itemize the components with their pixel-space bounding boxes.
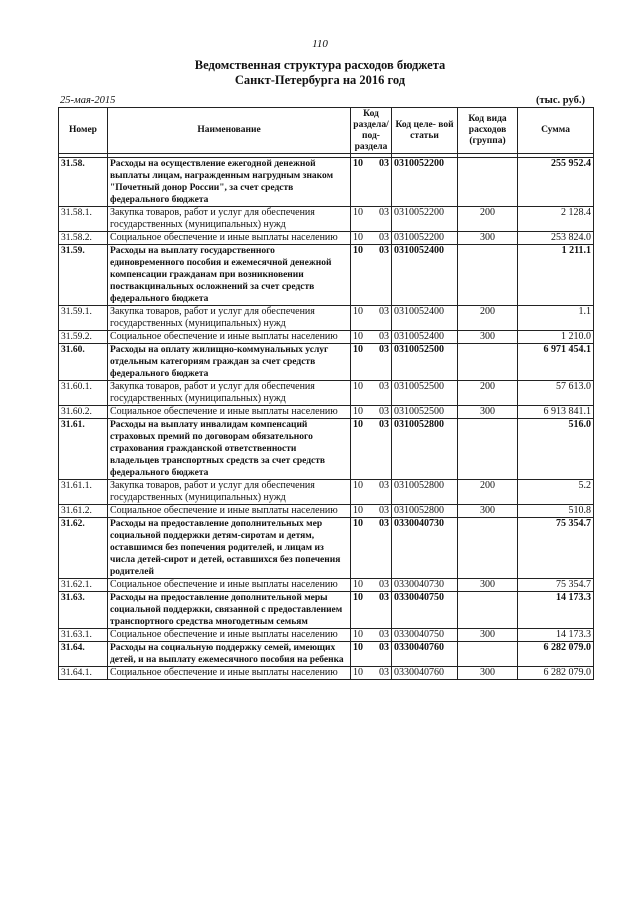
row-sum: 255 952.4 <box>518 158 594 207</box>
row-name: Расходы на осуществление ежегодной денежной выплаты лицам, награжденным нагрудным знаком "Почетный донор России", за счет средств федерального бюджета <box>108 158 351 207</box>
row-subsection-code: 03 <box>371 505 392 518</box>
row-expense-group: 300 <box>458 406 518 419</box>
row-number: 31.63.1. <box>59 629 108 642</box>
table-row <box>59 406 594 419</box>
row-number: 31.64.1. <box>59 667 108 680</box>
row-number: 31.58. <box>59 158 108 207</box>
table-body <box>59 158 594 680</box>
row-article-code: 0310052400 <box>392 331 458 344</box>
row-expense-group <box>458 344 518 381</box>
row-subsection-code: 03 <box>371 579 392 592</box>
row-expense-group: 300 <box>458 579 518 592</box>
row-sum: 510.8 <box>518 505 594 518</box>
header-group: Код вида расходов (группа) <box>458 108 518 154</box>
row-name: Социальное обеспечение и иные выплаты населению <box>108 579 351 592</box>
page-number: 110 <box>312 38 328 50</box>
header-number: Номер <box>59 108 108 154</box>
budget-table <box>58 107 594 680</box>
row-expense-group: 300 <box>458 232 518 245</box>
row-section-code: 10 <box>351 592 371 629</box>
row-sum: 14 173.3 <box>518 629 594 642</box>
row-number: 31.60.2. <box>59 406 108 419</box>
row-section-code: 10 <box>351 480 371 505</box>
row-name: Закупка товаров, работ и услуг для обеспечения государственных (муниципальных) нужд <box>108 207 351 232</box>
row-sum: 75 354.7 <box>518 579 594 592</box>
row-sum: 253 824.0 <box>518 232 594 245</box>
table-row <box>59 667 594 680</box>
table-row <box>59 518 594 579</box>
row-number: 31.59. <box>59 245 108 306</box>
row-subsection-code: 03 <box>371 232 392 245</box>
table-row <box>59 642 594 667</box>
row-expense-group: 300 <box>458 331 518 344</box>
row-article-code: 0310052800 <box>392 505 458 518</box>
units-label: (тыс. руб.) <box>536 95 585 106</box>
row-name: Расходы на социальную поддержку семей, имеющих детей, и на выплату ежемесячного пособия на ребенка <box>108 642 351 667</box>
row-subsection-code: 03 <box>371 158 392 207</box>
row-number: 31.59.1. <box>59 306 108 331</box>
row-sum: 6 282 079.0 <box>518 667 594 680</box>
row-article-code: 0330040730 <box>392 579 458 592</box>
row-sum: 2 128.4 <box>518 207 594 232</box>
row-number: 31.58.1. <box>59 207 108 232</box>
row-sum: 516.0 <box>518 419 594 480</box>
row-name: Социальное обеспечение и иные выплаты населению <box>108 667 351 680</box>
table-row <box>59 381 594 406</box>
row-sum: 1 211.1 <box>518 245 594 306</box>
row-sum: 1 210.0 <box>518 331 594 344</box>
document-date: 25-мая-2015 <box>60 95 116 106</box>
row-expense-group: 200 <box>458 480 518 505</box>
row-name: Социальное обеспечение и иные выплаты населению <box>108 232 351 245</box>
row-section-code: 10 <box>351 629 371 642</box>
table-row <box>59 344 594 381</box>
row-number: 31.64. <box>59 642 108 667</box>
row-name: Расходы на предоставление дополнительных мер социальной поддержки детям-сиротам и детям, оставшимся без попечения родителей, и лицам из числа детей-сирот и детей, оставшихся без попечения родителей <box>108 518 351 579</box>
table-row <box>59 207 594 232</box>
table-row <box>59 331 594 344</box>
table-row <box>59 629 594 642</box>
row-expense-group <box>458 518 518 579</box>
row-section-code: 10 <box>351 306 371 331</box>
row-subsection-code: 03 <box>371 629 392 642</box>
row-sum: 6 282 079.0 <box>518 642 594 667</box>
row-subsection-code: 03 <box>371 245 392 306</box>
row-name: Закупка товаров, работ и услуг для обеспечения государственных (муниципальных) нужд <box>108 306 351 331</box>
row-expense-group: 300 <box>458 629 518 642</box>
row-name: Расходы на выплату инвалидам компенсаций страховых премий по договорам обязательного страхования гражданской ответственности владельцев транспортных средств за счет средств федерального бюджета <box>108 419 351 480</box>
row-article-code: 0310052800 <box>392 480 458 505</box>
table-row <box>59 592 594 629</box>
header-article: Код целе- вой статьи <box>392 108 458 154</box>
row-article-code: 0310052400 <box>392 306 458 331</box>
row-section-code: 10 <box>351 381 371 406</box>
row-number: 31.61.1. <box>59 480 108 505</box>
row-section-code: 10 <box>351 232 371 245</box>
row-number: 31.60. <box>59 344 108 381</box>
row-sum: 1.1 <box>518 306 594 331</box>
row-expense-group: 200 <box>458 306 518 331</box>
row-name: Расходы на оплату жилищно-коммунальных услуг отдельным категориям граждан за счет средств федерального бюджета <box>108 344 351 381</box>
table-row <box>59 480 594 505</box>
row-section-code: 10 <box>351 579 371 592</box>
row-expense-group: 200 <box>458 207 518 232</box>
title-line-1: Ведомственная структура расходов бюджета <box>194 58 446 72</box>
row-expense-group: 300 <box>458 667 518 680</box>
table-row <box>59 579 594 592</box>
row-article-code: 0310052500 <box>392 406 458 419</box>
document-title <box>0 58 640 88</box>
row-section-code: 10 <box>351 158 371 207</box>
row-name: Расходы на выплату государственного единовременного пособия и ежемесячной денежной компенсации гражданам при возникновении поствакцинальных осложнений за счет средств федерального бюджета <box>108 245 351 306</box>
row-sum: 6 913 841.1 <box>518 406 594 419</box>
row-subsection-code: 03 <box>371 419 392 480</box>
row-sum: 75 354.7 <box>518 518 594 579</box>
row-article-code: 0310052500 <box>392 344 458 381</box>
row-article-code: 0310052500 <box>392 381 458 406</box>
row-article-code: 0330040730 <box>392 518 458 579</box>
header-name: Наименование <box>108 108 351 154</box>
row-subsection-code: 03 <box>371 344 392 381</box>
row-article-code: 0310052200 <box>392 158 458 207</box>
row-subsection-code: 03 <box>371 642 392 667</box>
row-name: Социальное обеспечение и иные выплаты населению <box>108 629 351 642</box>
row-name: Расходы на предоставление дополнительной меры социальной поддержки, связанной с предоставлением транспортного средства многодетным семьям <box>108 592 351 629</box>
row-expense-group <box>458 245 518 306</box>
row-subsection-code: 03 <box>371 207 392 232</box>
row-expense-group <box>458 642 518 667</box>
row-subsection-code: 03 <box>371 406 392 419</box>
row-expense-group: 300 <box>458 505 518 518</box>
row-expense-group: 200 <box>458 381 518 406</box>
row-name: Социальное обеспечение и иные выплаты населению <box>108 505 351 518</box>
row-name: Социальное обеспечение и иные выплаты населению <box>108 406 351 419</box>
row-article-code: 0330040750 <box>392 629 458 642</box>
header-sum: Сумма <box>518 108 594 154</box>
row-article-code: 0330040750 <box>392 592 458 629</box>
row-number: 31.61. <box>59 419 108 480</box>
table-row <box>59 306 594 331</box>
row-article-code: 0330040760 <box>392 642 458 667</box>
row-number: 31.62. <box>59 518 108 579</box>
table-row <box>59 245 594 306</box>
row-name: Закупка товаров, работ и услуг для обеспечения государственных (муниципальных) нужд <box>108 480 351 505</box>
row-subsection-code: 03 <box>371 306 392 331</box>
row-section-code: 10 <box>351 207 371 232</box>
row-section-code: 10 <box>351 245 371 306</box>
row-subsection-code: 03 <box>371 592 392 629</box>
row-sum: 5.2 <box>518 480 594 505</box>
row-section-code: 10 <box>351 344 371 381</box>
row-article-code: 0310052800 <box>392 419 458 480</box>
row-name: Социальное обеспечение и иные выплаты населению <box>108 331 351 344</box>
row-number: 31.59.2. <box>59 331 108 344</box>
title-line-2: Санкт-Петербурга на 2016 год <box>234 73 406 87</box>
row-article-code: 0310052400 <box>392 245 458 306</box>
row-number: 31.63. <box>59 592 108 629</box>
table-row <box>59 158 594 207</box>
row-sum: 6 971 454.1 <box>518 344 594 381</box>
table-row <box>59 232 594 245</box>
row-article-code: 0310052200 <box>392 232 458 245</box>
row-section-code: 10 <box>351 406 371 419</box>
row-sum: 14 173.3 <box>518 592 594 629</box>
row-expense-group <box>458 592 518 629</box>
table-row <box>59 505 594 518</box>
row-section-code: 10 <box>351 505 371 518</box>
table-row <box>59 419 594 480</box>
row-subsection-code: 03 <box>371 480 392 505</box>
row-subsection-code: 03 <box>371 518 392 579</box>
row-article-code: 0310052200 <box>392 207 458 232</box>
row-subsection-code: 03 <box>371 667 392 680</box>
row-expense-group <box>458 419 518 480</box>
row-section-code: 10 <box>351 419 371 480</box>
row-subsection-code: 03 <box>371 331 392 344</box>
row-number: 31.58.2. <box>59 232 108 245</box>
row-section-code: 10 <box>351 667 371 680</box>
row-article-code: 0330040760 <box>392 667 458 680</box>
row-section-code: 10 <box>351 331 371 344</box>
row-name: Закупка товаров, работ и услуг для обеспечения государственных (муниципальных) нужд <box>108 381 351 406</box>
header-section: Код раздела/ под- раздела <box>351 108 392 154</box>
row-number: 31.61.2. <box>59 505 108 518</box>
row-number: 31.62.1. <box>59 579 108 592</box>
row-sum: 57 613.0 <box>518 381 594 406</box>
row-subsection-code: 03 <box>371 381 392 406</box>
row-number: 31.60.1. <box>59 381 108 406</box>
table-header-row <box>59 108 594 154</box>
row-expense-group <box>458 158 518 207</box>
row-section-code: 10 <box>351 642 371 667</box>
row-section-code: 10 <box>351 518 371 579</box>
